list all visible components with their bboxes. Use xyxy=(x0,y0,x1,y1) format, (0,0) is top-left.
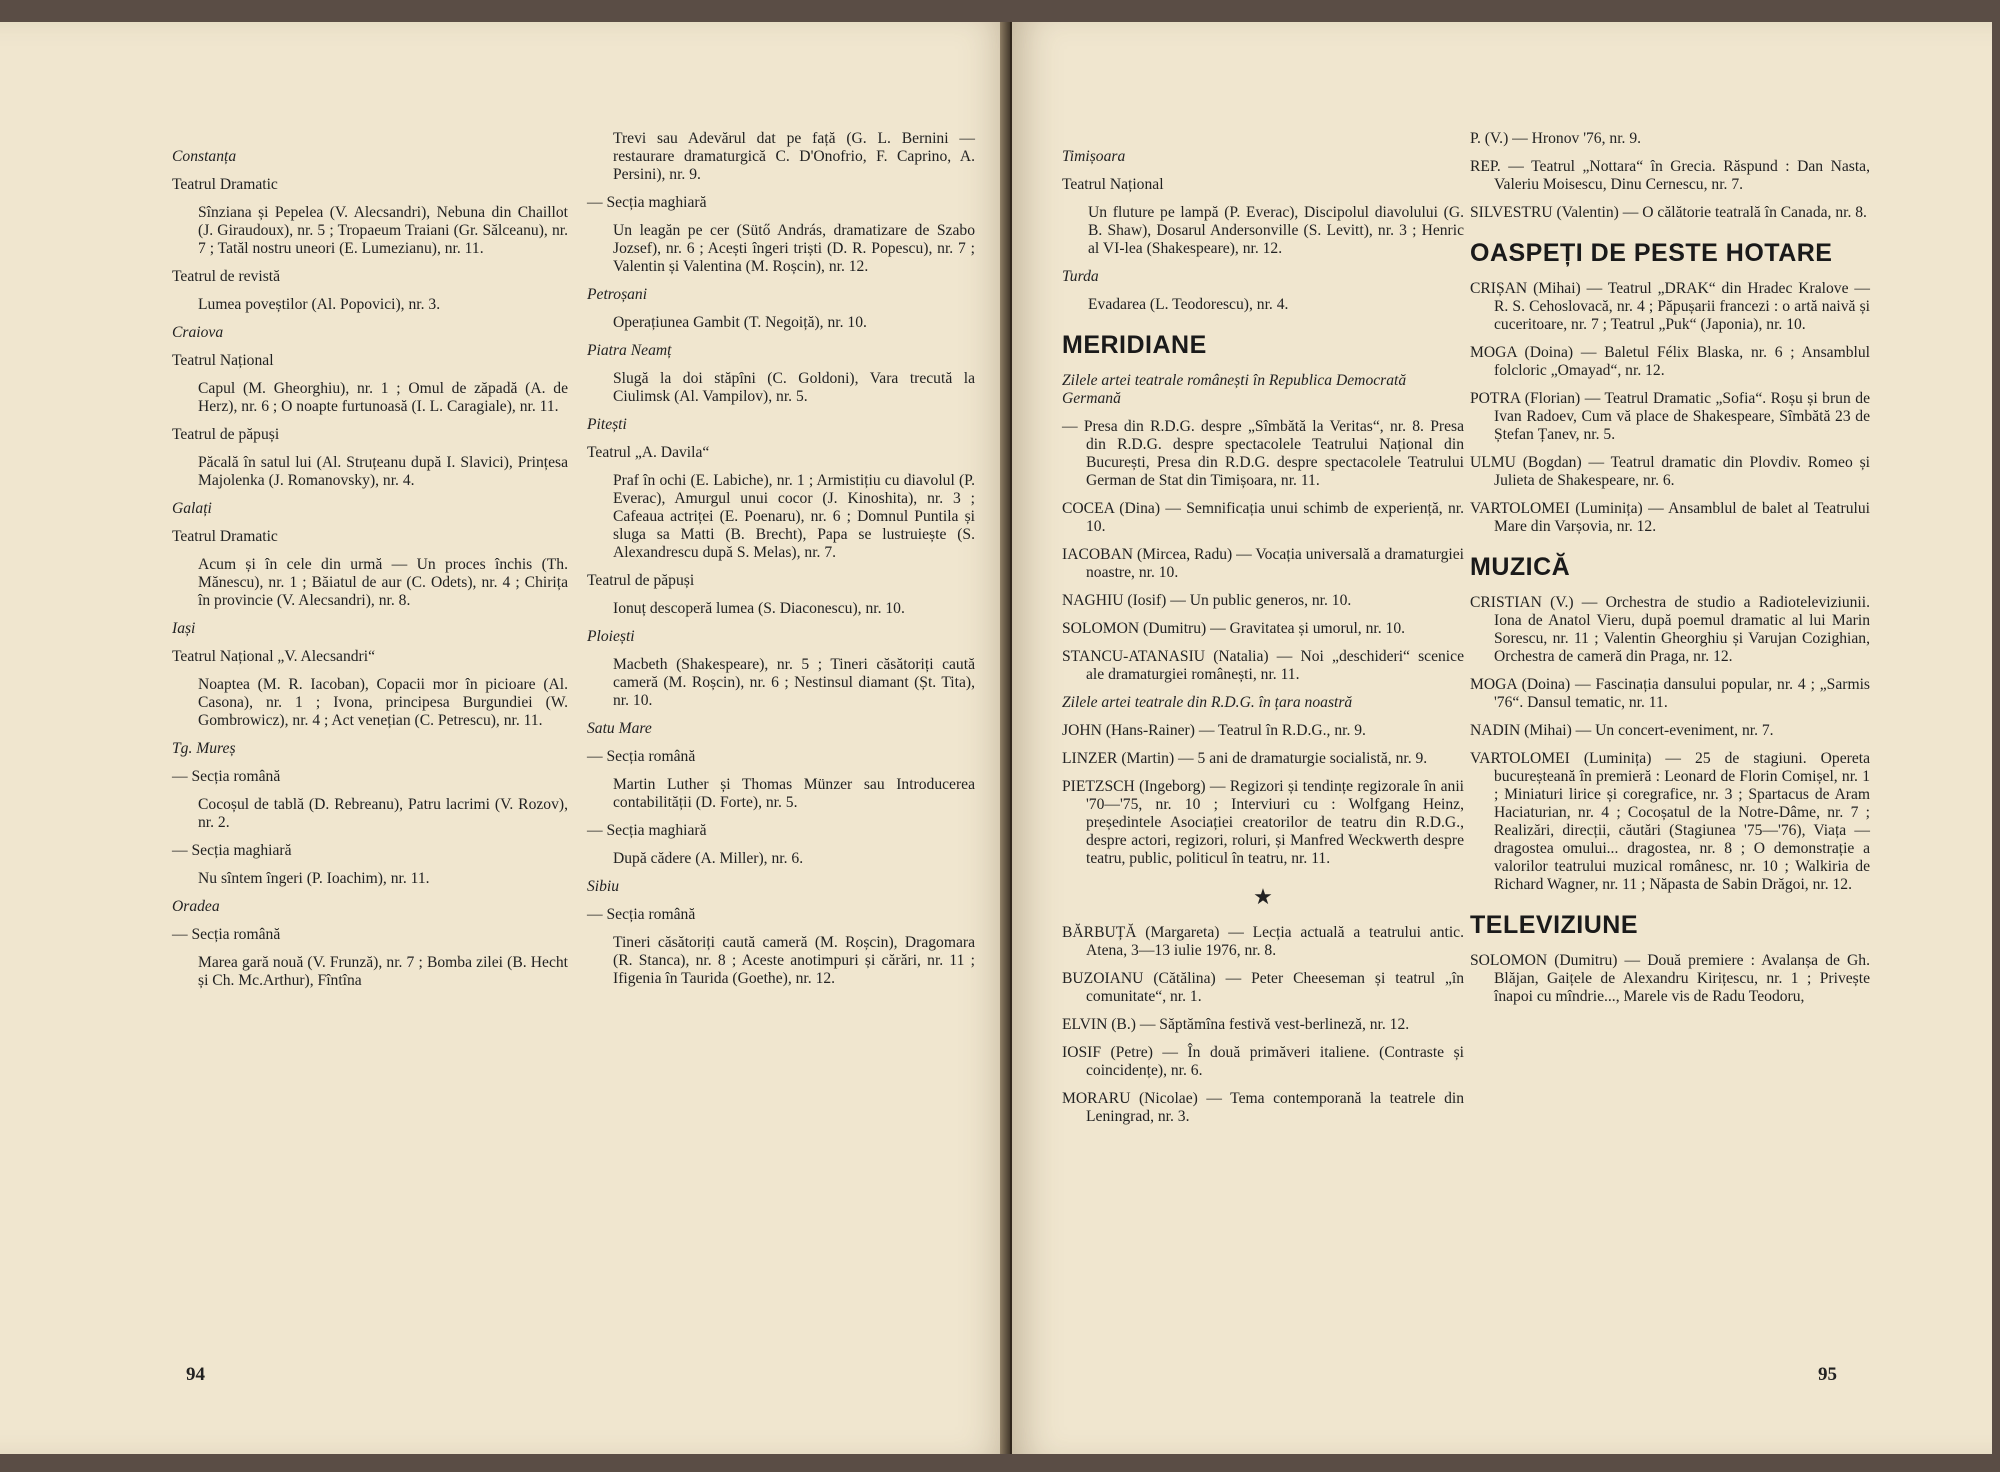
section-heading: OASPEȚI DE PESTE HOTARE xyxy=(1470,239,1833,267)
play-entry: Trevi sau Adevărul dat pe față (G. L. Bernini — restaurare dramaturgică C. D'Onofrio, F. Caprino, A. Persini), nr. 9. xyxy=(613,130,975,183)
city-heading: Ploiești xyxy=(587,628,635,645)
city-heading: Craiova xyxy=(172,324,224,341)
play-entry: Un fluture pe lampă (P. Everac), Discipolul diavolului (G. B. Shaw), Dosarul Andersonville (S. Levitt), nr. 3 ; Henric al VI-lea (Shakespeare), nr. 12. xyxy=(1088,204,1464,257)
play-entry: Slugă la doi stăpîni (C. Goldoni), Vara trecută la Ciulimsk (Al. Vampilov), nr. 5. xyxy=(613,370,975,405)
city-heading: Satu Mare xyxy=(587,720,652,737)
play-entry: Noaptea (M. R. Iacoban), Copacii mor în picioare (Al. Casona), nr. 1 ; Ivona, principesa Burgundiei (W. Gombrowicz), nr. 4 ; Act venețian (C. Petrescu), nr. 11. xyxy=(198,676,568,729)
play-entry: Praf în ochi (E. Labiche), nr. 1 ; Armistițiu cu diavolul (P. Everac), Amurgul unui cocor (J. Kinoshita), nr. 3 ; Cafeaua actriței (E. Poenaru), nr. 6 ; Domnul Puntila și sluga sa Matti (B. Brecht), Papa se lustruiește (S. Alexandrescu după S. Melas), nr. 7. xyxy=(613,472,975,561)
article-entry: IOSIF (Petre) — În două primăveri italiene. (Contraste și coincidențe), nr. 6. xyxy=(1062,1044,1464,1079)
section-label: — Secția română xyxy=(172,768,281,785)
theatre-name: Teatrul de păpuși xyxy=(587,572,695,589)
article-entry: SILVESTRU (Valentin) — O călătorie teatrală în Canada, nr. 8. xyxy=(1470,204,1867,221)
play-entry: Tineri căsătoriți caută cameră (M. Roșcin), Dragomara (R. Stanca), nr. 8 ; Aceste anotimpuri și cărări, nr. 11 ; Ifigenia în Taurida (Goethe), nr. 12. xyxy=(613,934,975,987)
article-entry: COCEA (Dina) — Semnificația unui schimb de experiență, nr. 10. xyxy=(1062,500,1464,535)
article-entry: MOGA (Doina) — Fascinația dansului popular, nr. 4 ; „Sarmis '76“. Dansul tematic, nr. 11. xyxy=(1470,676,1870,711)
section-heading: MERIDIANE xyxy=(1062,331,1207,359)
city-heading: Tg. Mureș xyxy=(172,740,236,757)
play-entry: Martin Luther și Thomas Münzer sau Introducerea contabilității (D. Forte), nr. 5. xyxy=(613,776,975,811)
play-entry: Sînziana și Pepelea (V. Alecsandri), Nebuna din Chaillot (J. Giraudoux), nr. 5 ; Tropaeum Traiani (Gr. Sălceanu), nr. 7 ; Tatăl nostru uneori (E. Lumezianu), nr. 11. xyxy=(198,204,568,257)
city-heading: Petroșani xyxy=(587,286,648,303)
city-heading: Constanța xyxy=(172,148,237,165)
subsection-intro: Zilele artei teatrale din R.D.G. în țara noastră xyxy=(1062,694,1353,711)
right-column-2 xyxy=(1470,130,1870,1016)
city-heading: Oradea xyxy=(172,898,220,915)
section-heading: TELEVIZIUNE xyxy=(1470,911,1639,939)
play-entry: După cădere (A. Miller), nr. 6. xyxy=(613,850,804,867)
play-entry: Acum și în cele din urmă — Un proces închis (Th. Mănescu), nr. 1 ; Băiatul de aur (C. Odets), nr. 4 ; Chirița în provincie (V. Alecsandri), nr. 8. xyxy=(198,556,568,609)
article-entry: NAGHIU (Iosif) — Un public generos, nr. 10. xyxy=(1062,592,1352,609)
theatre-name: Teatrul Dramatic xyxy=(172,176,278,193)
section-label: — Secția maghiară xyxy=(587,194,707,211)
page-number-left: 94 xyxy=(186,1364,205,1385)
article-entry: VARTOLOMEI (Luminița) — 25 de stagiuni. Opereta bucureșteană în premieră : Leonard de Florin Comișel, nr. 1 ; Miniaturi lirice și coregrafice, nr. 3 ; Spartacus de Aram Haciaturian, nr. 4 ; Cocoșatul de la Notre-Dâme, nr. 7 ; Realizări, direcții, căutări (Stagiunea '75—'76), Viața — dragostea omului... dragostea, nr. 8 ; O demonstrație a valorilor teatrului muzical românesc, nr. 10 ; Walkiria de Richard Wagner, nr. 11 ; Năpasta de Sabin Drăgoi, nr. 12. xyxy=(1470,750,1870,893)
article-entry: PIETZSCH (Ingeborg) — Regizori și tendințe regizorale în anii '70—'75, nr. 10 ; Interviuri cu : Wolfgang Heinz, președintele Asociației creatorilor de teatru din R.D.G., despre actori, regizori, roluri, și Manfred Weckwerth despre teatru, public, politicul în teatru, nr. 11. xyxy=(1062,778,1464,867)
article-entry: VARTOLOMEI (Luminița) — Ansamblul de balet al Teatrului Mare din Varșovia, nr. 12. xyxy=(1470,500,1870,535)
article-entry: BĂRBUȚĂ (Margareta) — Lecția actuală a teatrului antic. Atena, 3—13 iulie 1976, nr. 8. xyxy=(1062,924,1464,959)
article-entry: ULMU (Bogdan) — Teatrul dramatic din Plovdiv. Romeo și Julieta de Shakespeare, nr. 6. xyxy=(1470,454,1870,489)
article-entry: CRIȘAN (Mihai) — Teatrul „DRAK“ din Hradec Kralove — R. S. Cehoslovacă, nr. 4 ; Păpușarii francezi : o artă naivă și cuceritoare, nr. 7 ; Teatrul „Puk“ (Japonia), nr. 10. xyxy=(1470,280,1870,333)
play-entry: Un leagăn pe cer (Sütő András, dramatizare de Szabo Jozsef), nr. 6 ; Acești îngeri triști (D. R. Popescu), nr. 7 ; Valentin și Valentina (M. Roșcin), nr. 12. xyxy=(613,222,975,275)
city-heading: Pitești xyxy=(587,416,627,433)
city-heading: Galați xyxy=(172,500,212,517)
theatre-name: Teatrul Național „V. Alecsandri“ xyxy=(172,648,375,665)
section-label: — Secția maghiară xyxy=(172,842,292,859)
right-page xyxy=(1012,22,1992,1454)
article-entry: POTRA (Florian) — Teatrul Dramatic „Sofia“. Roșu și brun de Ivan Radoev, Cum vă place de Shakespeare, Sîmbătă 23 de Ștefan Țanev, nr. 5. xyxy=(1470,390,1870,443)
play-entry: Capul (M. Gheorghiu), nr. 1 ; Omul de zăpadă (A. de Herz), nr. 6 ; O noapte furtunoasă (I. L. Caragiale), nr. 11. xyxy=(198,380,568,415)
left-column-1 xyxy=(172,130,568,1000)
article-entry: LINZER (Martin) — 5 ani de dramaturgie socialistă, nr. 9. xyxy=(1062,750,1428,767)
theatre-name: Teatrul Dramatic xyxy=(172,528,278,545)
city-heading: Iași xyxy=(172,620,196,637)
left-page xyxy=(0,22,1010,1454)
page-number-right: 95 xyxy=(1818,1364,1837,1385)
city-heading: Sibiu xyxy=(587,878,620,895)
article-entry: SOLOMON (Dumitru) — Gravitatea și umorul, nr. 10. xyxy=(1062,620,1406,637)
play-entry: Evadarea (L. Teodorescu), nr. 4. xyxy=(1088,296,1289,313)
play-entry: Păcală în satul lui (Al. Struțeanu după I. Slavici), Prințesa Majolenka (J. Romanovsky), nr. 4. xyxy=(198,454,568,489)
right-column-1 xyxy=(1062,130,1464,1136)
city-heading: Turda xyxy=(1062,268,1099,285)
article-entry: IACOBAN (Mircea, Radu) — Vocația universală a dramaturgiei noastre, nr. 10. xyxy=(1062,546,1464,581)
play-entry: Ionuț descoperă lumea (S. Diaconescu), nr. 10. xyxy=(613,600,905,617)
section-label: — Secția română xyxy=(587,906,696,923)
city-heading: Piatra Neamț xyxy=(587,342,672,359)
section-label: — Secția română xyxy=(587,748,696,765)
theatre-name: Teatrul Național xyxy=(172,352,274,369)
article-entry: SOLOMON (Dumitru) — Două premiere : Avalanșa de Gh. Blăjan, Gaițele de Alexandru Kirițescu, nr. 1 ; Privește înapoi cu mîndrie..., Marele vis de Radu Teodoru, xyxy=(1470,952,1870,1005)
play-entry: Cocoșul de tablă (D. Rebreanu), Patru lacrimi (V. Rozov), nr. 2. xyxy=(198,796,568,831)
article-entry: REP. — Teatrul „Nottara“ în Grecia. Răspund : Dan Nasta, Valeriu Moisescu, Dinu Cernescu, nr. 7. xyxy=(1470,158,1870,193)
theatre-name: Teatrul „A. Davila“ xyxy=(587,444,710,461)
play-entry: Marea gară nouă (V. Frunză), nr. 7 ; Bomba zilei (B. Hecht și Ch. Mc.Arthur), Fîntîna xyxy=(198,954,568,989)
article-entry: JOHN (Hans-Rainer) — Teatrul în R.D.G., nr. 9. xyxy=(1062,722,1366,739)
article-entry: ELVIN (B.) — Săptămîna festivă vest-berlineză, nr. 12. xyxy=(1062,1016,1410,1033)
section-heading: MUZICĂ xyxy=(1470,553,1571,581)
article-entry: BUZOIANU (Cătălina) — Peter Cheeseman și teatrul „în comunitate“, nr. 1. xyxy=(1062,970,1464,1005)
play-entry: Operațiunea Gambit (T. Negoiță), nr. 10. xyxy=(613,314,867,331)
star-separator: ★ xyxy=(1253,884,1273,909)
city-heading: Timișoara xyxy=(1062,148,1126,165)
article-entry: MORARU (Nicolae) — Tema contemporană la teatrele din Leningrad, nr. 3. xyxy=(1062,1090,1464,1125)
left-column-2 xyxy=(587,130,975,998)
theatre-name: Teatrul de păpuși xyxy=(172,426,280,443)
section-label: — Secția maghiară xyxy=(587,822,707,839)
article-entry: NADIN (Mihai) — Un concert-eveniment, nr. 7. xyxy=(1470,722,1774,739)
play-entry: Macbeth (Shakespeare), nr. 5 ; Tineri căsătoriți caută cameră (M. Roșcin), nr. 6 ; Nestinsul diamant (Șt. Tita), nr. 10. xyxy=(613,656,975,709)
article-entry: MOGA (Doina) — Baletul Félix Blaska, nr. 6 ; Ansamblul folcloric „Omayad“, nr. 12. xyxy=(1470,344,1870,379)
article-entry: — Presa din R.D.G. despre „Sîmbătă la Veritas“, nr. 8. Presa din R.D.G. despre spectacolele Teatrului Național din București, Presa din R.D.G. despre spectacolele Teatrului German de Stat din Timișoara, nr. 11. xyxy=(1062,418,1464,489)
article-entry: STANCU-ATANASIU (Natalia) — Noi „deschideri“ scenice ale dramaturgiei românești, nr. 11. xyxy=(1062,648,1464,683)
subsection-intro: Zilele artei teatrale românești în Republica Democrată Germană xyxy=(1062,372,1407,407)
section-label: — Secția română xyxy=(172,926,281,943)
article-entry: P. (V.) — Hronov '76, nr. 9. xyxy=(1470,130,1642,147)
article-entry: CRISTIAN (V.) — Orchestra de studio a Radioteleviziunii. Iona de Anatol Vieru, după poemul dramatic al lui Marin Sorescu, nr. 11 ; Valentin Gheorghiu și Varujan Cozighian, Orchestra de cameră din Praga, nr. 12. xyxy=(1470,594,1870,665)
theatre-name: Teatrul de revistă xyxy=(172,268,281,285)
play-entry: Lumea poveștilor (Al. Popovici), nr. 3. xyxy=(198,296,441,313)
theatre-name: Teatrul Național xyxy=(1062,176,1164,193)
play-entry: Nu sîntem îngeri (P. Ioachim), nr. 11. xyxy=(198,870,430,887)
